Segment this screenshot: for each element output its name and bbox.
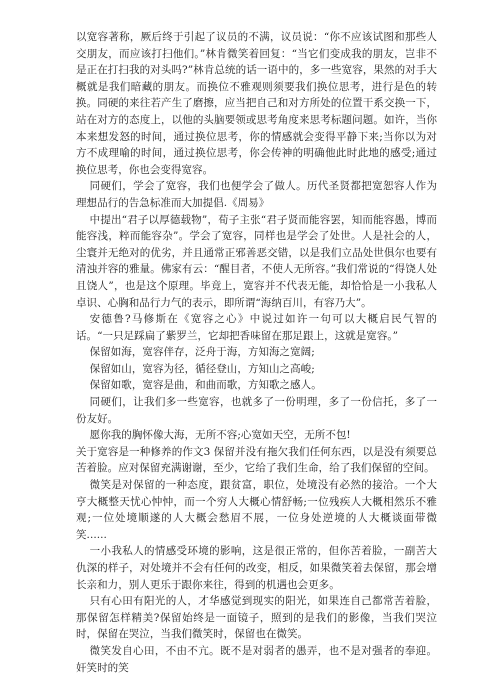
paragraph-8: 同硬们，让我们多一些宽容，也就多了一份明理，多了一份信托，多了一份友好。 — [76, 396, 437, 425]
paragraph-6: 保留如山，宽容为径，循径登山，方知山之高峻; — [89, 362, 315, 375]
paragraph-4: 安德鲁?马修斯在《宽容之心》中说过如许一句可以大概启民气智的话。“一只足踩扁了紫罗兰，它却把香味留在那足跟上，这就是宽容。” — [76, 313, 437, 342]
paragraph-3: 中提出“君子以厚德载物”，荀子主张“君子贤而能容罢，知而能容愚，博而能容浅，粹而能容杂”。学会了宽容，同样也是学会了处世。人是社会的人，尘寰并无绝对的优劣，并且通常正邪善恶交错，以是我们立品处世俱尔也要有清浊并容的雅量。佛家有云：“醒目者，不使人无所容。”我们常说的“得饶人处且饶人”，也是这个原理。毕竟上，宽容并不代表无能，却恰恰是一小我私人卓识、心胸和品行力气的表示，即所谓“海纳百川，有容乃大”。 — [76, 213, 437, 309]
paragraph-14: 微笑发自心田，不由不亢。既不是对弱者的愚弄，也不是对强者的奉迎。奸笑时的笑 — [76, 644, 437, 674]
paragraph-5: 保留如海，宽容伴存，泛舟于海，方知海之宽阔; — [89, 346, 315, 359]
paragraph-2: 同硬们，学会了宽容，我们也便学会了做人。历代圣贤都把宽恕容人作为理想品行的告急标准而大加提倡.《周易》 — [76, 180, 437, 209]
paragraph-12: 一小我私人的情感受环境的影响，这是很正常的，但你苦着脸，一副苦大仇深的样子，对处境并不会有任何的改变，相反，如果微笑着去保留，那会增长亲和力，别人更乐于跟你来往，得到的机遇也会更多。 — [76, 545, 437, 591]
paragraph-7: 保留如歌，宽容是曲，和曲而歌，方知歌之感人。 — [89, 379, 322, 392]
paragraph-10: 关于宽容是一种修养的作文3 保留并没有拖欠我们任何东西，以是没有须要总苦着脸。应对保留充满谢谢，至少，它给了我们生命，给了我们保留的空间。 — [76, 445, 437, 475]
paragraph-13: 只有心田有阳光的人，才华感觉到现实的阳光，如果连自己都常苦着脸，那保留怎样精美?保留始终是一面镜子，照到的是我们的影像，当我们哭泣时，保留在哭泣，当我们微笑时，保留也在微笑。 — [76, 595, 437, 641]
paragraph-11: 微笑是对保留的一种态度，跟贫富，职位，处境没有必然的接洽。一个大亨大概整天忧心忡忡，而一个穷人大概心情舒畅;一位残疾人大概相然乐不雅观;一位处境顺遂的人大概会愁眉不展，一位身处逆境的人大概谈面带微笑...... — [76, 479, 437, 541]
paragraph-9: 愿你我的胸怀像大海，无所不容;心宽如天空，无所不包! — [89, 429, 351, 442]
paragraph-1: 以宽容著称，厥后终于引起了议员的不满，议员说：“你不应该试图和那些人交朋友，而应该打扫他们。”林肯微笑着回复：“当它们变成我的朋友，岂非不是正在打扫我的对头吗?”林肯总统的话一语中的，多一些宽容，果然的对手大概就是我们暗藏的朋友。而换位不雅观则须要我们换位思考，进行是色的转换。同硬的来往若产生了磨擦，应当把自己和对方所处的位置干系交换一下，站在对方的态度上，以他的头脑要领或思考角度来思考标题问题。如许，当你本来想发怒的时间，通过换位思考，你的情感就会变得平静下来;当你以为对方不成理喻的时间，通过换位思考，你会传神的明确他此时此地的感受;通过换位思考，你也会变得宽容。 — [76, 31, 437, 176]
